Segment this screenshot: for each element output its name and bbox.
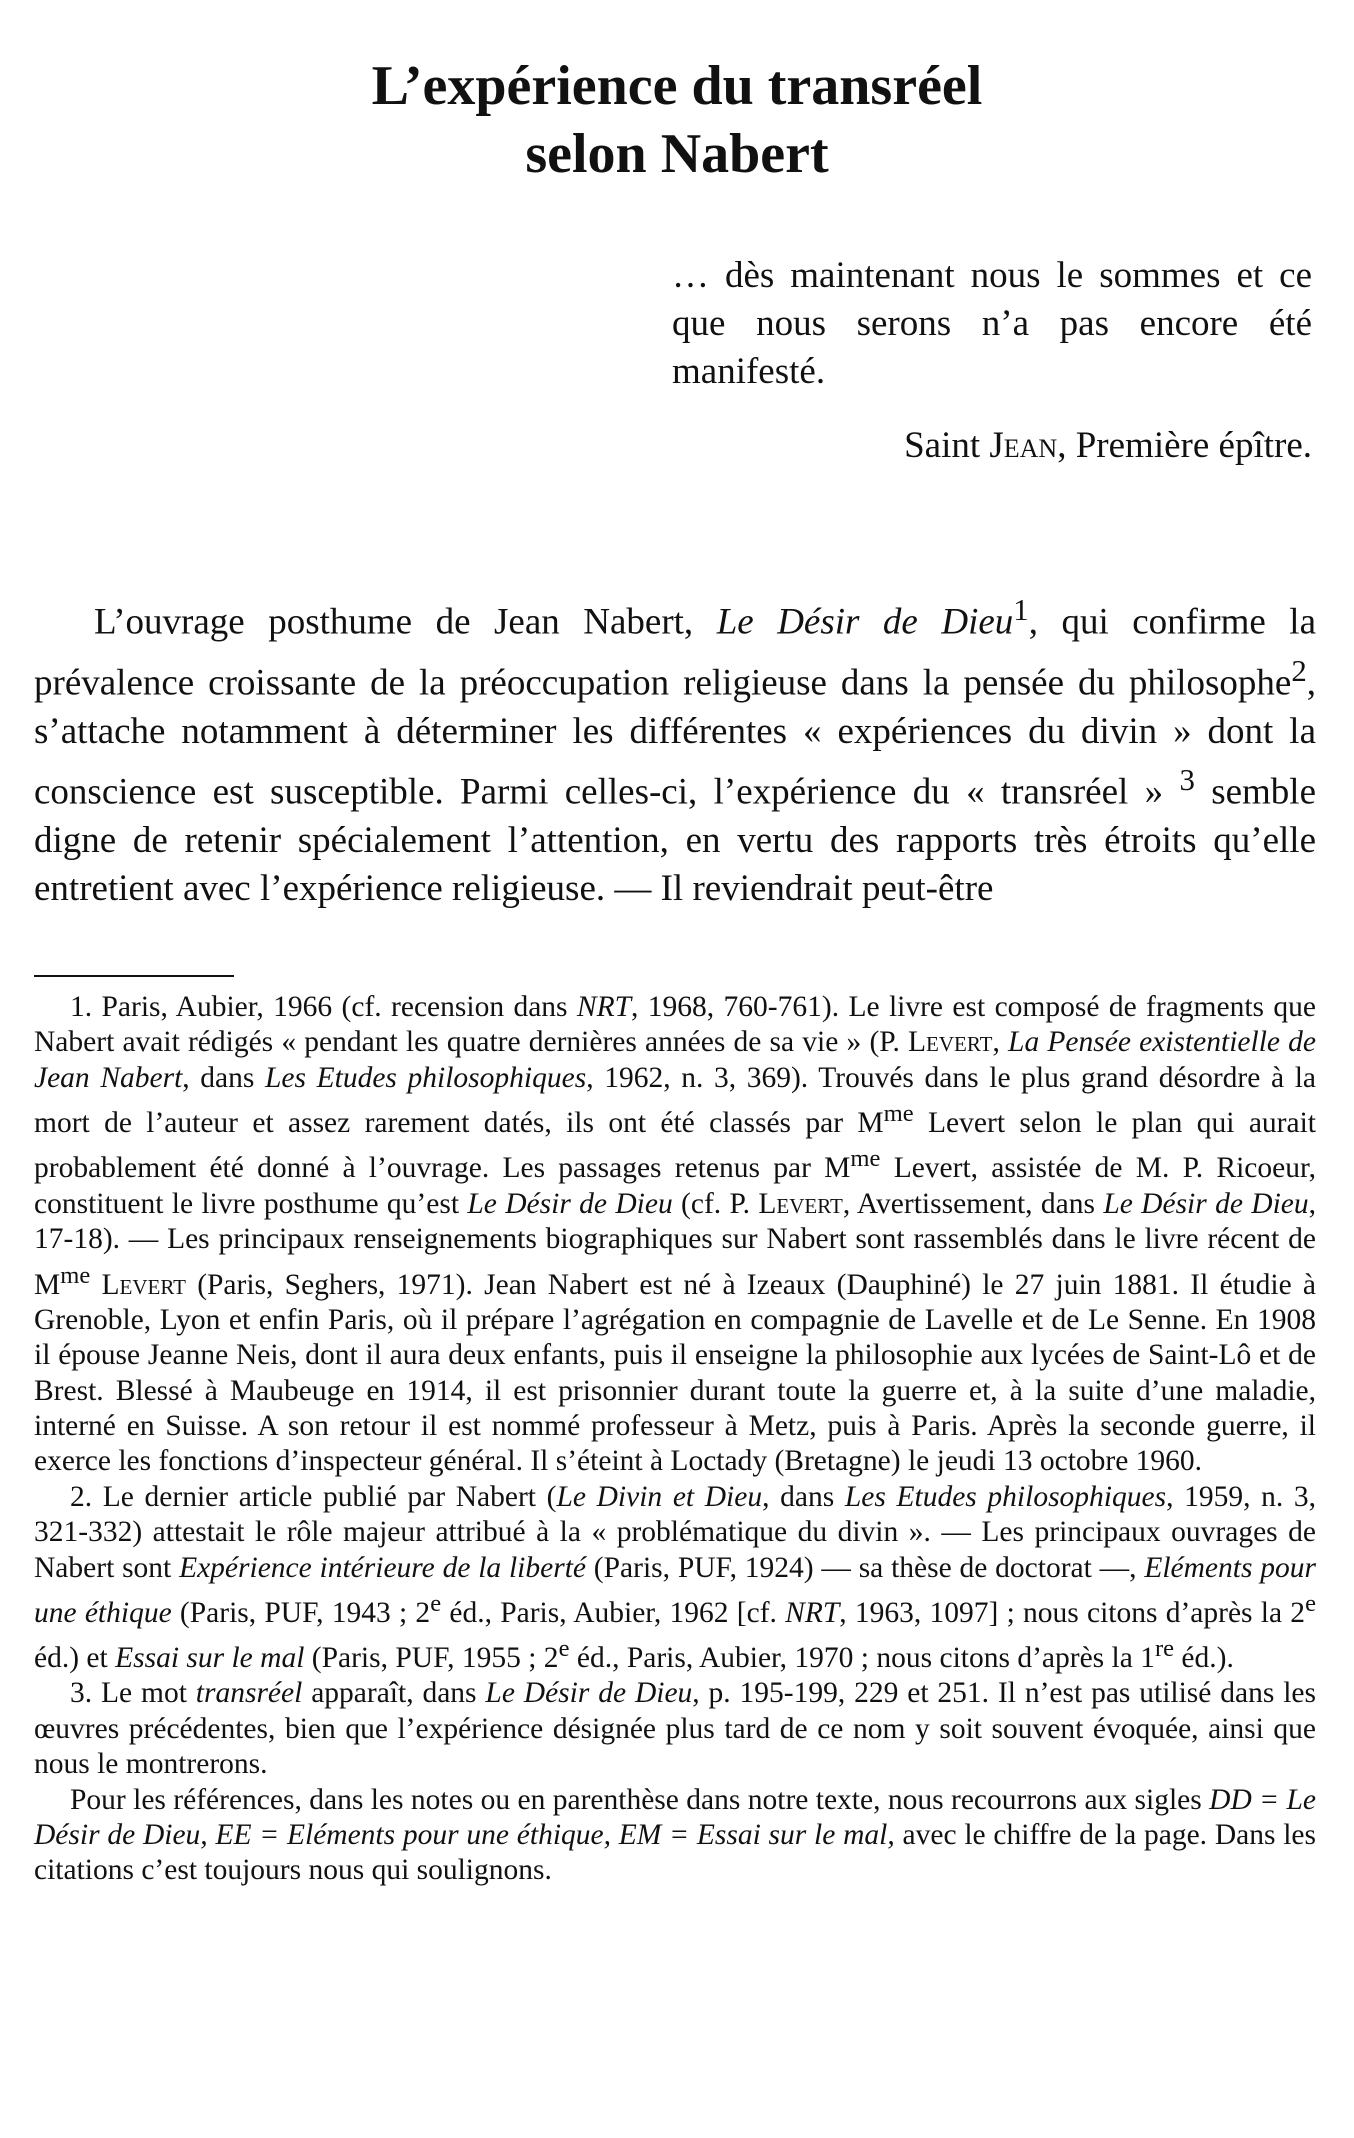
fn2-text: éd., Paris, Aubier, 1970 ; nous citons d’après la 1 [569, 1642, 1155, 1675]
fn2-text: , 1963, 1097] ; nous citons d’après la 2 [839, 1596, 1306, 1629]
fn1-author: Levert [101, 1268, 186, 1301]
fn3-text: apparaît, dans [302, 1677, 486, 1710]
fn1-sup: me [850, 1145, 881, 1173]
body-book-title: Le Désir de Dieu [716, 601, 1014, 643]
fn2-text: , 1959, n. 3, 321-332) attestait le rôle majeur attribué à la « problématique du divin ». — Les principaux ouvrages de Nabert sont [34, 1480, 1317, 1584]
fn1-text: , dans [182, 1061, 265, 1094]
footnote-1 [34, 990, 1316, 1480]
fn1-title: Les Etudes philosophiques [265, 1061, 587, 1094]
epigraph-source-suffix: , Première épître. [1057, 425, 1312, 466]
footnotes [34, 990, 1316, 1889]
footnote-2 [34, 1480, 1316, 1677]
body-text-a: L’ouvrage posthume de Jean Nabert, [94, 601, 717, 643]
fn2-sup: e [1305, 1589, 1316, 1617]
fn2-text: (Paris, PUF, 1943 ; 2 [171, 1596, 431, 1629]
fn1-author: Levert [758, 1187, 843, 1220]
epigraph-source-prefix: Saint [904, 425, 990, 466]
footnote-3 [34, 1676, 1316, 1782]
fn2-title: Expérience intérieure de la liberté [179, 1551, 586, 1584]
footnote-abbreviations [34, 1783, 1316, 1889]
article-title [0, 52, 1354, 188]
fn1-text [90, 1268, 101, 1300]
body-text-c: , s’attache notamment à déterminer les différentes « expériences du divin » dont la conscience est susceptible. Parmi celles-ci, l’expérience du « transréel » [34, 662, 1316, 813]
fn2-text: (Paris, PUF, 1955 ; 2 [304, 1642, 559, 1675]
epigraph-source-author: Jean [989, 425, 1058, 466]
fn2-sup: re [1154, 1635, 1175, 1663]
fn1-text: (Paris, Seghers, 1971). Jean Nabert est né à Izeaux (Dauphiné) le 27 juin 1881. Il étudie à Grenoble, Lyon et enfin Paris, où il prépare l’agrégation en compagnie de Lavelle et de Le Senne. En 1908 il épouse Jeanne Neis, dont il aura deux enfants, puis il enseigne la philosophie aux lycées de Saint-Lô et de Brest. Blessé à Maubeuge en 1914, il est prisonnier durant toute la guerre et, à la suite d’une maladie, interné en Suisse. A son retour il est nommé professeur à Metz, puis à Paris. Après la seconde guerre, il exerce les fonctions d’inspecteur général. Il s’éteint à Loctady (Bretagne) le jeudi 13 octobre 1960. [34, 1268, 1317, 1478]
footnote-divider [34, 975, 234, 977]
title-line-2: selon Nabert [525, 123, 829, 185]
fn1-text: , [992, 1026, 1009, 1059]
fn1-text: , 1962, n. 3, 369). Trouvés dans le plus grand désordre à la mort de l’auteur et assez rarement datés, ils ont été classés par M [34, 1061, 1316, 1140]
fn4-text: avec le chiffre de la page. Dans les citations c’est toujours nous qui soulignons. [34, 1819, 1317, 1887]
footnote-ref-3: 3 [1179, 763, 1195, 798]
fn2-title: Essai sur le mal [115, 1642, 305, 1675]
title-line-1: L’expérience du transréel [371, 55, 983, 117]
fn1-text: , 17-18). — Les principaux renseignements biographiques sur Nabert sont rassemblés dans le livre récent de M [34, 1187, 1316, 1301]
fn2-text: (Paris, PUF, 1924) — sa thèse de doctorat —, [586, 1551, 1145, 1584]
fn2-sup: e [558, 1635, 570, 1663]
footnote-ref-1: 1 [1013, 593, 1029, 627]
footnote-ref-2: 2 [1291, 653, 1307, 688]
fn3-title: Le Désir de Dieu [485, 1677, 693, 1710]
fn3-term: transréel [195, 1677, 303, 1710]
fn2-title: Le Divin et Dieu [556, 1480, 763, 1513]
fn3-text: 3. Le mot [70, 1677, 196, 1710]
fn2-sup: e [430, 1589, 442, 1617]
fn2-text: éd., Paris, Aubier, 1962 [cf. [441, 1596, 786, 1629]
fn2-text: éd.) et [34, 1642, 116, 1675]
body-text-b: , qui confirme la prévalence croissante de la préoccupation religieuse dans la pensée du philosophe [34, 601, 1316, 704]
body-paragraph [34, 586, 1316, 914]
fn4-text: Pour les références, dans les notes ou en parenthèse dans notre texte, nous recourrons aux sigles [70, 1783, 1210, 1816]
epigraph-source [672, 422, 1312, 470]
fn4-sigles: DD = Le Désir de Dieu, EE = Eléments pour une éthique, EM = Essai sur le mal, [34, 1783, 1316, 1852]
fn1-text: Levert, assistée de M. P. Ricoeur, constituent le livre posthume qu’est [34, 1152, 1316, 1220]
epigraph [672, 252, 1312, 470]
fn1-journal: NRT [576, 991, 632, 1023]
fn3-text: , p. 195-199, 229 et 251. Il n’est pas utilisé dans les œuvres précédentes, bien que l’expérience désignée plus tard de ce nom y soit souvent évoquée, ainsi que nous le montrerons. [34, 1677, 1316, 1781]
body-text-d: semble digne de retenir spécialement l’attention, en vertu des rapports très étroits qu’elle entretient avec l’expérience religieuse. — Il reviendrait peut-être [34, 771, 1316, 910]
fn1-title: La Pensée existentielle de Jean Nabert [34, 1026, 1317, 1094]
fn2-text: , dans [762, 1480, 845, 1513]
fn2-text: éd.). [1174, 1642, 1234, 1675]
fn1-title: Le Désir de Dieu [1103, 1187, 1309, 1220]
fn1-text: , 1968, 760-761). Le livre est composé de fragments que Nabert avait rédigés « pendant les quatre dernières années de sa vie » (P. [34, 991, 1316, 1059]
fn1-text: (cf. P. [672, 1187, 759, 1220]
fn1-text: 1. Paris, Aubier, 1966 (cf. recension dans [70, 991, 577, 1023]
fn1-sup: me [883, 1100, 914, 1128]
fn1-sup: me [60, 1261, 91, 1289]
fn2-title: Eléments pour une éthique [34, 1551, 1316, 1629]
fn1-title: Le Désir de Dieu [467, 1187, 673, 1220]
fn2-title: Les Etudes philosophiques [844, 1480, 1167, 1513]
fn1-author: Levert [908, 1026, 993, 1059]
epigraph-quote: … dès maintenant nous le sommes et ce que nous serons n’a pas encore été manifesté. [672, 255, 1312, 392]
fn2-text: 2. Le dernier article publié par Nabert ( [70, 1480, 557, 1513]
fn1-text: Levert selon le plan qui aurait probablement été donné à l’ouvrage. Les passages retenus par M [34, 1107, 1316, 1185]
fn1-text: , Avertissement, dans [842, 1187, 1104, 1220]
fn2-journal: NRT [785, 1596, 840, 1629]
